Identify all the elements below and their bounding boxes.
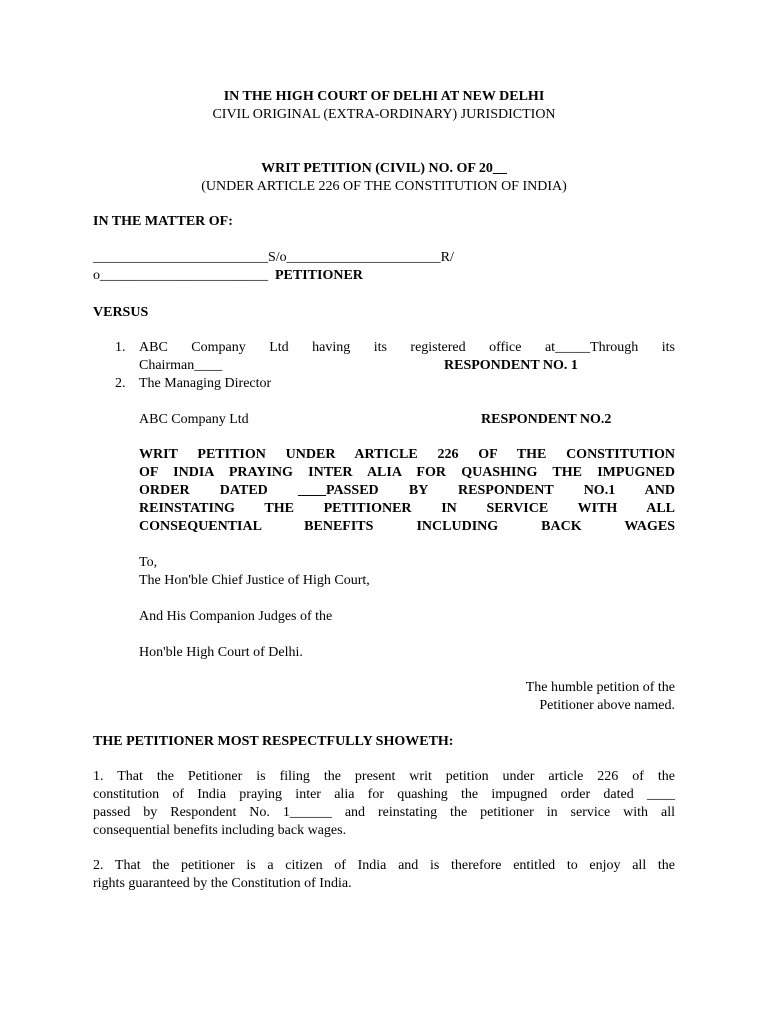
- paragraph-line: consequential benefits including back wages.: [93, 823, 347, 838]
- writ-prayer: [139, 446, 675, 536]
- address-chief-justice: The Hon'ble Chief Justice of High Court,: [139, 573, 370, 588]
- respondent-2-label: RESPONDENT NO.2: [481, 412, 612, 427]
- address-companion: And His Companion Judges of the: [139, 609, 333, 624]
- prayer-line: REINSTATING THE PETITIONER IN SERVICE WITH ALL: [139, 501, 675, 516]
- list-number: 1.: [115, 340, 126, 355]
- paragraph-line: rights guaranteed by the Constitution of India.: [93, 876, 352, 891]
- paragraph-2: [93, 857, 675, 893]
- document-page: [93, 0, 675, 1024]
- humble-petition-block: [526, 679, 675, 715]
- humble-line-1: The humble petition of the: [525, 680, 675, 695]
- respondent-1-label: RESPONDENT NO. 1: [444, 358, 578, 373]
- prayer-line: CONSEQUENTIAL BENEFITS INCLUDING BACK WAGES: [139, 519, 675, 534]
- article-line: (UNDER ARTICLE 226 OF THE CONSTITUTION OF INDIA): [201, 179, 567, 194]
- showeth-heading: THE PETITIONER MOST RESPECTFULLY SHOWETH:: [93, 734, 454, 749]
- paragraph-line: constitution of India praying inter alia for quashing the impugned order dated ____: [93, 787, 675, 802]
- paragraph-line: passed by Respondent No. 1______ and reinstating the petitioner in service with all: [93, 805, 675, 820]
- respondent-2-company: ABC Company Ltd: [139, 412, 249, 427]
- respondent-1-line-2: [139, 357, 675, 375]
- prayer-line: WRIT PETITION UNDER ARTICLE 226 OF THE CONSTITUTION: [139, 447, 675, 462]
- petitioner-details-prefix: o________________________: [93, 268, 268, 283]
- respondent-2-text: The Managing Director: [139, 376, 272, 391]
- prayer-line: OF INDIA PRAYING INTER ALIA FOR QUASHING THE IMPUGNED: [139, 465, 675, 480]
- address-to: To,: [139, 555, 158, 570]
- versus-heading: VERSUS: [93, 305, 149, 320]
- prayer-line: ORDER DATED ____PASSED BY RESPONDENT NO.1 AND: [139, 483, 675, 498]
- list-number: 2.: [115, 376, 126, 391]
- jurisdiction-line: CIVIL ORIGINAL (EXTRA-ORDINARY) JURISDICTION: [212, 107, 556, 122]
- matter-heading: IN THE MATTER OF:: [93, 214, 233, 229]
- respondent-1-text: ABC Company Ltd having its registered office at_____Through its: [139, 340, 675, 355]
- respondent-1-chairman: Chairman____: [139, 358, 223, 373]
- respondent-2-company-line: [139, 411, 675, 429]
- petitioner-details-line-1: _________________________S/o______________________R/: [93, 250, 454, 265]
- address-block: [139, 554, 675, 662]
- paragraph-line: 2. That the petitioner is a citizen of India and is therefore entitled to enjoy all the: [93, 858, 675, 873]
- paragraph-line: 1. That the Petitioner is filing the present writ petition under article 226 of the: [93, 769, 675, 784]
- court-title: IN THE HIGH COURT OF DELHI AT NEW DELHI: [223, 89, 545, 104]
- writ-petition-number: WRIT PETITION (CIVIL) NO. OF 20__: [261, 161, 507, 176]
- petitioner-details-line-2: [93, 267, 675, 285]
- address-court: Hon'ble High Court of Delhi.: [139, 645, 303, 660]
- petitioner-label: PETITIONER: [275, 268, 363, 283]
- paragraph-1: [93, 768, 675, 840]
- humble-line-2: Petitioner above named.: [539, 698, 675, 713]
